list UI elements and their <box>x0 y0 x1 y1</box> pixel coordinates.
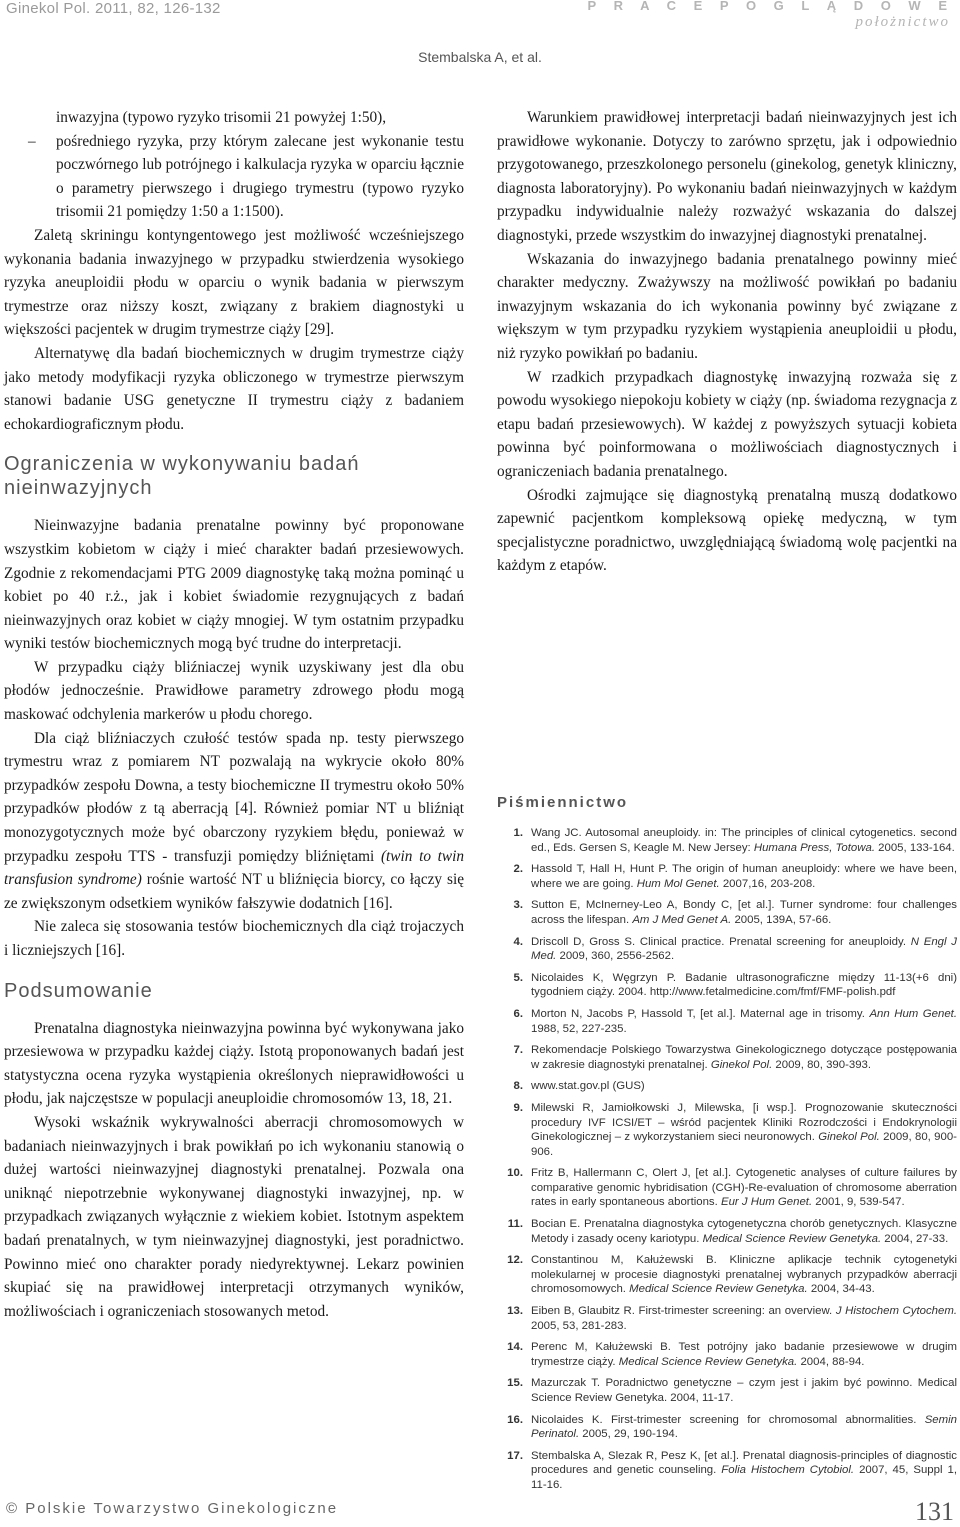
reference-number: 4. <box>513 935 523 948</box>
reference-text <box>531 1449 957 1493</box>
footer-society: © Polskie Towarzystwo Ginekologiczne <box>6 1500 339 1517</box>
section-label: położnictwo <box>855 14 950 30</box>
reference-item <box>497 1217 957 1246</box>
reference-body: www.stat.gov.pl (GUS) <box>531 1080 645 1093</box>
paragraph: Zaletą skriningu kontyngentowego jest możliwość wcześniejszego wykonania badania inwazyjnego w przypadku stwierdzenia wysokiego ryzyka aneuploidii płodu w oparciu o wynik badania w pierwszym trymestrze oraz niższy koszt, związany z brakiem diagnostyki u większości pacjentek w drugim trymestrze ciąży [29]. <box>4 226 464 339</box>
risk-list <box>4 106 464 224</box>
reference-item <box>497 1101 957 1159</box>
reference-body: Hassold T, Hall H, Hunt P. The origin of human aneuploidy: where we have been, where we are going. <box>531 863 957 890</box>
paragraph-part: Dla ciąż bliźniaczych czułość testów spada np. testy pierwszego trymestru wraz z pomiarem NT pozwalają na wykrycie około 80% przypadków zespołu Downa, a testy biochemiczne II trymestru około 50% przypadków płodów z tą aberracją [4]. Również pomiar NT u bliźniąt monozygotycznych może być obarczony ryzykiem błędu, ponieważ w przypadku zespołu TTS - transfuzji pomiędzy bliźniętami <box>4 729 464 865</box>
reference-number: 2. <box>513 863 523 876</box>
paragraph: Warunkiem prawidłowej interpretacji badań nieinwazyjnych jest ich prawidłowe wykonanie. Dotyczy to zarówno sprzętu, jak i odpowiednio przygotowanego, przeszkolonego personelu (ginekolog, genetyk kliniczny, diagnosta laboratoryjny). Po wykonaniu badań nieinwazyjnych w każdym przypadku indywidualnie należy rozważyć wskazania do dalszej diagnostyki, przede wszystkim do inwazyjnej diagnostyki prenatalnej. <box>497 109 957 244</box>
reference-text <box>531 826 957 855</box>
reference-journal: J Histochem Cytochem. <box>835 1305 957 1318</box>
reference-number: 15. <box>507 1377 523 1390</box>
reference-body: Nicolaides K. First-trimester screening for chromosomal abnormalities. <box>531 1413 925 1426</box>
section-heading-limits: Ograniczenia w wykonywaniu badań nieinwazyjnych <box>4 453 360 500</box>
page-number: 131 <box>915 1497 954 1526</box>
reference-number: 11. <box>507 1218 523 1231</box>
reference-tail: 2004, 88-94. <box>797 1355 865 1368</box>
paragraph: W rzadkich przypadkach diagnostykę inwazyjną rozważa się z powodu wysokiego niepokoju kobiety w ciąży (np. świadoma rezygnacja z etapu badań przesiewowych). W każdej z powyższych sytuacji kobieta powinna być poinformowana o możliwościach diagnostycznych i ograniczeniach badania prenatalnego. <box>497 368 957 480</box>
reference-body: Mazurczak T. Poradnictwo genetyczne – czym jest i jakim być powinno. Medical Science Review Genetyka. 2004, 11-17. <box>531 1377 957 1404</box>
reference-text <box>531 971 957 1000</box>
reference-item <box>497 1007 957 1036</box>
running-authors: Stembalska A, et al. <box>418 49 542 65</box>
right-column <box>497 106 957 578</box>
reference-body: Fritz B, Hallermann C, Olert J, [et al.]. Cytogenetic analyses of culture failures by comparative genomic hybridisation (CGH)-Re-evaluation of chromosome aberration rates in early spontaneous abortions. <box>531 1167 957 1209</box>
reference-text <box>531 1043 957 1072</box>
reference-journal: Folia Histochem Cytobiol. <box>721 1464 855 1477</box>
reference-journal: Eur J Hum Genet. <box>720 1196 813 1209</box>
reference-body: Bocian E. Prenatalna diagnostyka cytogenetyczna chorób genetycznych. Klasyczne Metody i zasady oceny kariotypu. <box>531 1218 957 1245</box>
reference-item <box>497 1043 957 1072</box>
reference-number: 16. <box>507 1413 523 1426</box>
reference-text <box>531 1217 957 1246</box>
reference-item <box>497 971 957 1000</box>
reference-tail: 2005, 139A, 57-66. <box>731 913 832 926</box>
reference-number: 13. <box>507 1305 523 1318</box>
list-item-text: inwazyjna (typowo ryzyko trisomii 21 powyżej 1:50), <box>56 109 387 126</box>
reference-body: Sutton E, McInerney-Leo A, Bondy C, [et al.]. Turner syndrome: four challenges across the lifespan. <box>531 899 957 926</box>
reference-number: 3. <box>513 899 523 912</box>
reference-number: 8. <box>513 1080 523 1093</box>
reference-item <box>497 1376 957 1405</box>
reference-text <box>531 1376 957 1405</box>
reference-body: Rekomendacje Polskiego Towarzystwa Ginekologicznego dotyczące postępowania w zakresie diagnostyki prenatalnej. <box>531 1044 957 1071</box>
paragraph: W przypadku ciąży bliźniaczej wynik uzyskiwany jest dla obu płodów jednocześnie. Prawidłowe parametry zdrowego płodu mogą maskować odchylenia markerów u płodu chorego. <box>4 658 464 724</box>
reference-tail: 2009, 80, 900-906. <box>531 1131 957 1158</box>
section-heading-summary: Podsumowanie <box>4 979 153 1002</box>
reference-text <box>531 1166 957 1210</box>
reference-item <box>497 862 957 891</box>
reference-item <box>497 898 957 927</box>
reference-text <box>531 1101 957 1159</box>
reference-journal: Medical Science Review Genetyka. <box>629 1283 808 1296</box>
paper-type-label: P R A C E P O G L Ą D O W E <box>587 0 954 13</box>
paragraph: Nieinwazyjne badania prenatalne powinny być proponowane wszystkim kobietom w ciąży i mieć charakter badań przesiewowych. Zgodnie z rekomendacjami PTG 2009 diagnostykę taką można pominąć u kobiet po 40 r.ż., jak i kobiet świadomie rezygnujących z badań nieinwazyjnych oraz kobiet w ciąży mnogiej. W tym ostatnim przypadku wyniki testów biochemicznych mogą być trudne do interpretacji. <box>4 517 464 653</box>
references-list <box>497 826 957 1500</box>
reference-journal: Ann Hum Genet. <box>869 1007 957 1020</box>
list-item <box>4 130 464 224</box>
reference-body: Stembalska A, Slezak R, Pesz K, [et al.]. Prenatal diagnosis-principles of diagnostic procedures and genetic counseling. <box>531 1449 957 1477</box>
reference-text <box>531 1007 957 1036</box>
reference-tail: 2009, 360, 2556-2562. <box>556 950 675 963</box>
left-column <box>4 106 464 1323</box>
reference-number: 10. <box>507 1167 523 1180</box>
reference-body: Eiben B, Glaubitz R. First-trimester screening: an overview. <box>531 1305 836 1318</box>
paragraph: Prenatalna diagnostyka nieinwazyjna powinna być wykonywana jako przesiewowa w przypadku każdej ciąży. Istotą proponowanych badań jest statystyczna ocena ryzyka wystąpienia określonych nieprawidłowości u płodu, jak najczęstsze w populacji aneuploidie chromosomów 13, 18, 21. <box>4 1019 464 1108</box>
reference-tail: 2005, 53, 281-283. <box>531 1319 627 1332</box>
list-dash: – <box>28 132 36 150</box>
reference-tail: 2004, 34-43. <box>807 1283 875 1296</box>
reference-journal: Medical Science Review Genetyka. <box>702 1232 882 1245</box>
reference-journal: Ginekol Pol. <box>710 1058 773 1071</box>
paragraph: Nie zaleca się stosowania testów biochemicznych dla ciąż trojaczych i liczniejszych [16]. <box>4 918 464 959</box>
paragraph: Ośrodki zajmujące się diagnostyką prenatalną muszą dodatkowo zapewnić pacjentkom kompleksową opiekę medyczną, w tym specjalistyczne poradnictwo, uwzględniającą świadomą wolę pacjentki na każdym z etapów. <box>497 486 957 575</box>
paragraph <box>4 727 464 916</box>
reference-tail: 1988, 52, 227-235. <box>531 1022 627 1035</box>
reference-text <box>531 1304 957 1333</box>
reference-body: Driscoll D, Gross S. Clinical practice. Prenatal screening for aneuploidy. <box>531 935 911 948</box>
reference-journal: Humana Press, Totowa. <box>753 841 875 854</box>
reference-journal: Ginekol Pol. <box>818 1131 880 1144</box>
reference-journal: Semin Perinatol. <box>531 1413 957 1441</box>
reference-body: Milewski R, Jamiołkowski J, Milewska, [i wsp.]. Prognozowanie skuteczności procedury IVF ICSI/ET – wśród pacjentek Kliniki Rozrodczości i Endokrynologii Ginekologicznej – z wykorzystaniem sieci neuronowych. <box>531 1101 957 1144</box>
references-heading: Piśmiennictwo <box>497 794 629 811</box>
paragraph: Wysoki wskaźnik wykrywalności aberracji chromosomowych w badaniach nieinwazyjnych i brak powikłań po ich wykonaniu stanowią o dużej wartości nieinwazyjnej diagnostyki prenatalnej. Pozwala ona uniknąć niepotrzebnie wykonywanej diagnostyki inwazyjnej, np. w przypadkach związanych wyłącznie z wiekiem kobiet. Istotnym aspektem badań prenatalnych, w tym nieinwazyjnej diagnostyki, jest poradnictwo. Powinno mieć ono charakter porady niedyrektywnej. Lekarz powinien skupiać się na prawidłowej interpretacji otrzymanych wyników, możliwościach i ograniczeniach stosowanych metod. <box>4 1113 464 1320</box>
reference-body: Morton N, Jacobs P, Hassold T, [et al.]. Maternal age in trisomy. <box>531 1007 870 1020</box>
reference-tail: 2005, 133-164. <box>875 841 955 854</box>
reference-number: 17. <box>507 1449 523 1462</box>
paragraph: Wskazania do inwazyjnego badania prenatalnego powinny mieć charakter medyczny. Zważywszy na możliwość powikłań po badaniu inwazyjnym wskazania do ich wykonania powinny być związane z większym w tym przypadku ryzykiem wystąpienia aneuploidii u płodu, niż ryzyko powikłań po badaniu. <box>497 250 957 362</box>
reference-item <box>497 1166 957 1210</box>
reference-journal: Hum Mol Genet. <box>636 877 720 890</box>
reference-item <box>497 1340 957 1369</box>
reference-tail: 2001, 9, 539-547. <box>812 1196 905 1209</box>
reference-number: 12. <box>507 1254 523 1267</box>
reference-item <box>497 1413 957 1442</box>
reference-number: 5. <box>513 971 523 984</box>
reference-tail: 2007, 45, Suppl 1, 11-16. <box>531 1464 957 1491</box>
reference-text <box>531 1079 957 1094</box>
reference-body: Wang JC. Autosomal aneuploidy. in: The principles of clinical cytogenetics. second ed., Eds. Gersen S, Keagle M. New Jersey: <box>531 827 957 854</box>
paragraph: Alternatywę dla badań biochemicznych w drugim trymestrze ciąży jako metody modyfikacji ryzyka obliczonego w trymestrze pierwszym stanowi badanie USG genetyczne II trymestru ciąży z badaniem echokardiograficznym płodu. <box>4 344 464 433</box>
reference-tail: 2007,16, 203-208. <box>719 877 816 890</box>
reference-number: 1. <box>513 827 523 839</box>
reference-journal: Am J Med Genet A. <box>632 913 732 926</box>
reference-number: 7. <box>513 1044 523 1057</box>
reference-tail: 2004, 27-33. <box>881 1232 949 1245</box>
reference-number: 9. <box>513 1101 523 1114</box>
reference-item <box>497 1449 957 1493</box>
reference-item <box>497 826 957 855</box>
reference-item <box>497 935 957 964</box>
reference-text <box>531 935 957 964</box>
reference-tail: 2005, 29, 190-194. <box>579 1428 678 1441</box>
list-item-text: pośredniego ryzyka, przy którym zalecane jest wykonanie testu poczwórnego lub potrójnego i kalkulacja ryzyka w oparciu łącznie o parametry pierwszego i drugiego trymestru (typowo ryzyko trisomii 21 pomiędzy 1:50 a 1:1500). <box>56 132 464 221</box>
reference-item <box>497 1304 957 1333</box>
paragraph-italic: (twin to twin transfusion syndrome) <box>4 847 465 889</box>
paragraph-part: rośnie wartość NT u bliźnięcia biorcy, co łączy się ze zwiększonym odsetkiem wyników fałszywie dodatnich [16]. <box>4 871 464 912</box>
reference-text <box>531 1413 957 1442</box>
reference-text <box>531 862 957 891</box>
reference-journal: N Engl J Med. <box>531 935 957 963</box>
reference-text <box>531 898 957 927</box>
reference-journal: Medical Science Review Genetyka. <box>618 1355 798 1368</box>
reference-number: 6. <box>513 1007 523 1020</box>
reference-body: Nicolaides K, Węgrzyn P. Badanie ultrasonograficzne między 11-13(+6 dni) tygodniem ciąży. 2004. http://www.fetalmedicine.com/fmf/FMF-polish.pdf <box>531 971 957 999</box>
reference-number: 14. <box>507 1341 523 1354</box>
reference-item <box>497 1079 957 1094</box>
reference-text <box>531 1340 957 1369</box>
reference-body: Constantinou M, Kałużewski B. Kliniczne aplikacje technik cytogenetyki molekularnej w procesie diagnostyki prenatalnej wybranych przypadków aberracji chromosomowych. <box>531 1254 957 1296</box>
reference-tail: 2009, 80, 390-393. <box>772 1058 872 1071</box>
journal-citation: Ginekol Pol. 2011, 82, 126-132 <box>6 0 221 17</box>
reference-text <box>531 1253 957 1297</box>
list-item <box>4 106 464 130</box>
reference-item <box>497 1253 957 1297</box>
reference-body: Perenc M, Kałużewski B. Test potrójny jako badanie przesiewowe w drugim trymestrze ciąży. <box>531 1341 957 1368</box>
